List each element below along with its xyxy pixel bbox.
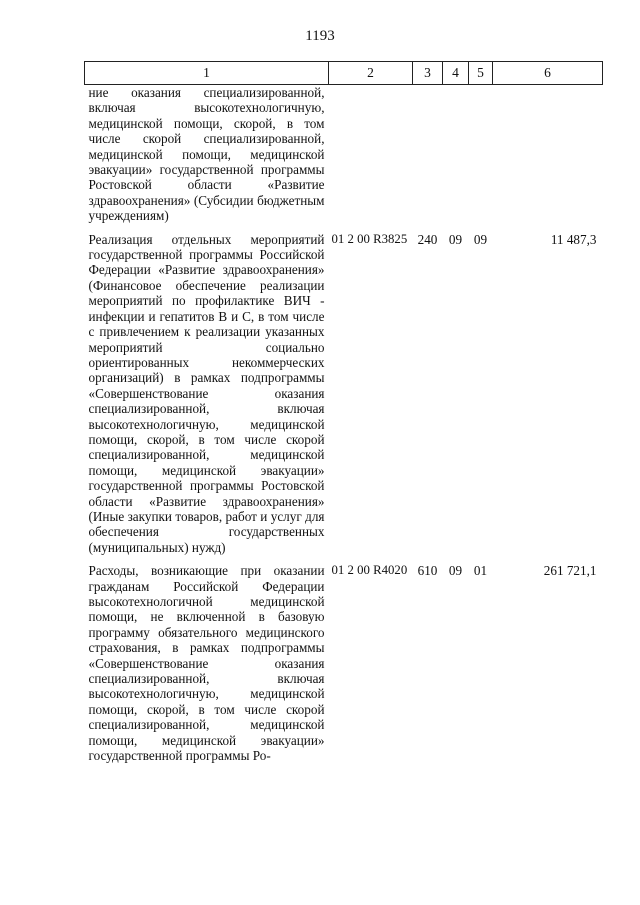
header-col-6: 6 (493, 62, 603, 85)
row-col5: 09 (473, 231, 488, 247)
header-col-3: 3 (413, 62, 443, 85)
row-code: 01 2 00 R4020 (331, 563, 408, 578)
row-amount: 261 721,1 (543, 563, 597, 579)
table-row (85, 559, 603, 763)
header-col-1: 1 (85, 62, 329, 85)
row-col5: 01 (473, 563, 488, 579)
row-col4 (443, 85, 469, 228)
row-col3: 240 (417, 231, 438, 247)
row-col3 (413, 85, 443, 228)
row-amount: 11 487,3 (550, 231, 597, 247)
row-col4: 09 (448, 231, 463, 247)
row-description: Расходы, возникающие при оказании гражданам Российской Федерации высокотехнологичной медицинской помощи, не включенной в базовую программу обязательного медицинского страхования, в рамках подпрограммы «Совершенствование оказания специализированной, включая высокотехнологичную, медицинской помощи, скорой, в том числе скорой специализированной, медицинской помощи, медицинской эвакуации» государственной программы Ро- (88, 563, 325, 764)
row-code (329, 85, 413, 228)
budget-table (84, 61, 603, 763)
row-col3: 610 (417, 563, 438, 579)
table-row (85, 228, 603, 560)
row-code: 01 2 00 R3825 (331, 231, 408, 246)
header-col-2: 2 (329, 62, 413, 85)
header-col-5: 5 (469, 62, 493, 85)
header-col-4: 4 (443, 62, 469, 85)
row-col4: 09 (448, 563, 463, 579)
row-description: Реализация отдельных мероприятий государственной программы Российской Федерации «Развитие здравоохранения» (Финансовое обеспечение реализации мероприятий по профилактике ВИЧ - инфекции и гепатитов B и C, в том числе с привлечением к реализации указанных мероприятий социально ориентированных некоммерческих организаций) в рамках подпрограммы «Совершенствование оказания специализированной, включая высокотехнологичную, медицинской помощи, скорой, в том числе скорой специализированной, медицинской помощи, медицинской эвакуации» государственной программы Ростовской области «Развитие здравоохранения» (Иные закупки товаров, работ и услуг для обеспечения государственных (муниципальных) нужд) (88, 231, 325, 555)
page-number: 1193 (305, 28, 335, 44)
row-col5 (469, 85, 493, 228)
table-header-row (85, 62, 603, 85)
table-row (85, 85, 603, 228)
row-description: ние оказания специализированной, включая высокотехнологичную, медицинской помощи, скорой, в том числе скорой специализированной, медицинской помощи, медицинской эвакуации» государственной программы Ростовской области «Развитие здравоохранения» (Субсидии бюджетным учреждениям) (88, 85, 325, 224)
row-amount (493, 85, 603, 228)
